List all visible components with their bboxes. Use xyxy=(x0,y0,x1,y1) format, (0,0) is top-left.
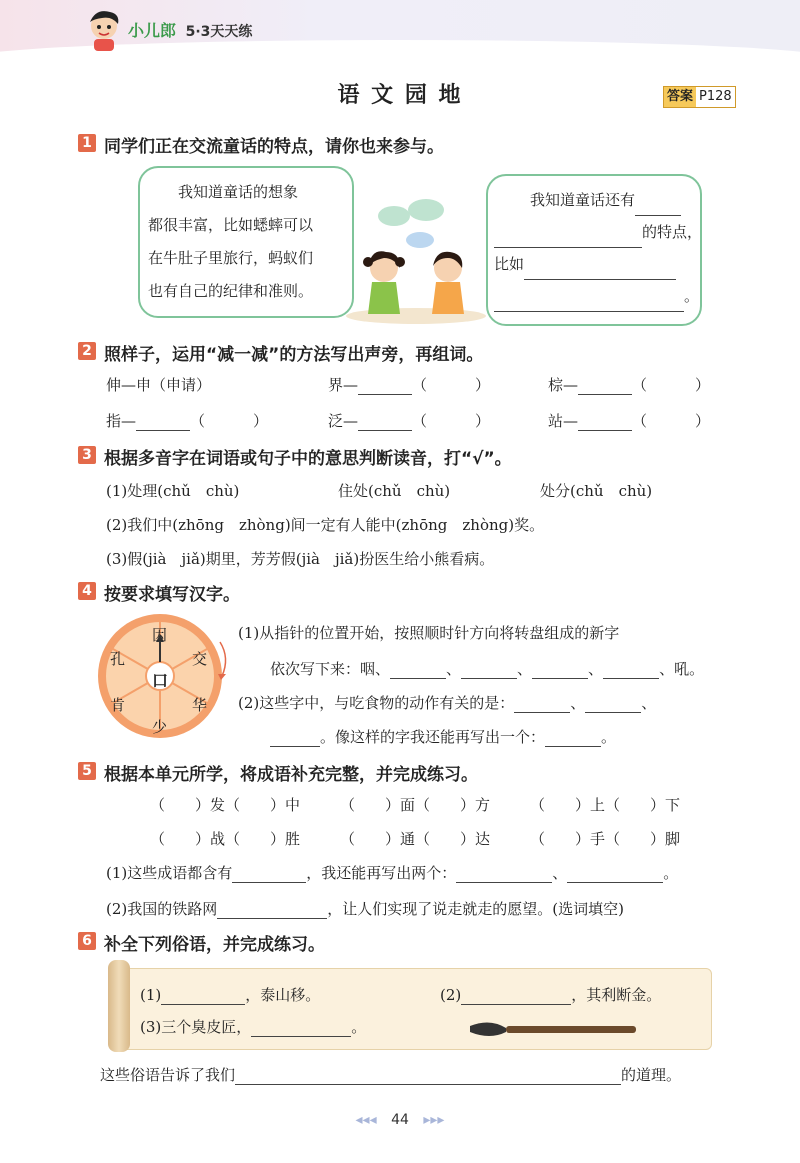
answer-tag xyxy=(663,86,736,108)
q2-item-3 xyxy=(548,374,710,395)
q5-sub2-suffix: ，让人们实现了说走就走的愿望。(选词填空) xyxy=(327,900,624,918)
idiom-char: 上 xyxy=(590,796,606,814)
q4-part2-line2 xyxy=(270,726,616,747)
answer-tag-label: 答案 xyxy=(667,89,694,104)
question-number-3: 3 xyxy=(78,446,96,464)
idiom-char: 胜 xyxy=(285,830,301,848)
q5-sub-2 xyxy=(106,898,624,919)
q4-part1-line1: (1)从指针的位置开始，按照顺时针方向将转盘组成的新字 xyxy=(238,624,620,642)
paren-close: ） xyxy=(475,412,491,430)
q3-line-1a: (1)处理(chǔ chù) xyxy=(106,482,240,500)
question-6-title: 补全下列俗语，并完成练习。 xyxy=(104,935,325,955)
idioms-row-1: （ ）发（ ）中 （ ）面（ ）方 （ ）上（ ）下 xyxy=(150,796,681,814)
q4-part1-suffix: 、吼。 xyxy=(659,660,705,678)
left-bubble-line-2: 都很丰富，比如蟋蟀可以 xyxy=(148,216,314,234)
q4-part1-prefix: 依次写下来：咽、 xyxy=(270,660,391,678)
q2-item-4 xyxy=(106,410,268,431)
q3-line-1b: 住处(chǔ chù) xyxy=(338,482,451,500)
blank-idiom-1[interactable] xyxy=(456,864,552,883)
answer-tag-page: P128 xyxy=(696,87,735,107)
question-3-title: 根据多音字在词语或句子中的意思判断读音，打“√”。 xyxy=(104,449,512,469)
idiom-char: 脚 xyxy=(665,830,681,848)
blank-idiom-2[interactable] xyxy=(567,864,663,883)
paren-close: ） xyxy=(695,412,711,430)
q3-line-1c: 处分(chǔ chù) xyxy=(540,482,653,500)
saying-1 xyxy=(140,984,320,1005)
q2-item-5 xyxy=(328,410,490,431)
q3-line-2: (2)我们中(zhōng zhòng)间一定有人能中(zhōng zhòng)奖。 xyxy=(106,516,545,534)
dash: — xyxy=(121,376,137,394)
q6-summary-prefix: 这些俗语告诉了我们 xyxy=(100,1066,236,1084)
wheel-char-5: 肯 xyxy=(110,696,126,714)
page-title: 语 文 园 地 xyxy=(337,83,463,108)
paren-open: （ xyxy=(190,412,206,430)
blank-eat-char-2[interactable] xyxy=(585,694,641,713)
q2-char-6: 站 xyxy=(548,412,564,430)
q4-part2-line1 xyxy=(238,692,656,713)
question-2-title: 照样子，运用“减一减”的方法写出声旁，再组词。 xyxy=(104,345,484,365)
blank-trait[interactable] xyxy=(635,197,681,216)
blank-new-char-2[interactable] xyxy=(461,660,517,679)
idiom-char: 下 xyxy=(665,796,681,814)
saying-1-end: ，泰山移。 xyxy=(245,986,321,1004)
sep: 、 xyxy=(517,660,533,678)
brand-logo xyxy=(128,18,252,41)
paren-open: （ xyxy=(412,412,428,430)
page-footer xyxy=(0,1112,800,1128)
dash: — xyxy=(121,412,137,430)
blank-trait-2[interactable] xyxy=(494,229,642,248)
scroll-roll-left xyxy=(108,960,130,1052)
wheel-char-3: 华 xyxy=(192,696,208,714)
blank-saying-2[interactable] xyxy=(461,986,571,1005)
idiom-char: 发 xyxy=(210,796,226,814)
blank-saying-3[interactable] xyxy=(251,1018,351,1037)
sep: 、 xyxy=(570,694,586,712)
clockwise-arrow-icon xyxy=(216,640,232,684)
q4-part1-line2 xyxy=(270,658,704,679)
blank-phonetic-6[interactable] xyxy=(578,412,632,431)
paren-close: ） xyxy=(695,376,711,394)
question-4-title: 按要求填写汉字。 xyxy=(104,585,240,605)
dash: — xyxy=(563,376,579,394)
q2-char-4: 指 xyxy=(106,412,122,430)
q4-part2-prefix: (2)这些字中，与吃食物的动作有关的是： xyxy=(238,694,515,712)
idiom-char: 通 xyxy=(400,830,416,848)
idiom-char: 手 xyxy=(590,830,606,848)
saying-1-label: (1) xyxy=(140,986,162,1004)
saying-3-end: 。 xyxy=(351,1018,367,1036)
right-bubble-text xyxy=(494,184,703,312)
question-number-2: 2 xyxy=(78,342,96,360)
right-bubble-line-1: 我知道童话还有 xyxy=(530,191,636,209)
children-illustration xyxy=(344,196,488,324)
page-number: 44 xyxy=(391,1112,409,1128)
saying-2-label: (2) xyxy=(440,986,462,1004)
q6-summary-suffix: 的道理。 xyxy=(621,1066,682,1084)
q6-summary xyxy=(100,1064,681,1085)
idiom-char: 中 xyxy=(285,796,301,814)
question-number-5: 5 xyxy=(78,762,96,780)
right-bubble-line-4: 。 xyxy=(684,287,700,305)
idiom-char: 战 xyxy=(210,830,226,848)
period: 。 xyxy=(663,864,679,882)
q5-sub2-prefix: (2)我国的铁路网 xyxy=(106,900,218,918)
q5-sub1-prefix: (1)这些成语都含有 xyxy=(106,864,233,882)
left-bubble-line-1: 我知道童话的想象 xyxy=(178,183,299,201)
blank-lesson[interactable] xyxy=(235,1066,621,1085)
wheel-char-2: 交 xyxy=(192,650,208,668)
q2-item-2 xyxy=(328,374,490,395)
question-number-1: 1 xyxy=(78,134,96,152)
sep: 、 xyxy=(446,660,462,678)
saying-2-end: ，其利断金。 xyxy=(571,986,662,1004)
paren-open: （ xyxy=(412,376,428,394)
wheel-char-1: 因 xyxy=(152,626,168,644)
paren-close: ） xyxy=(475,376,491,394)
q5-sub1-mid: ，我还能再写出两个： xyxy=(306,864,457,882)
blank-eat-char-3[interactable] xyxy=(270,728,320,747)
blank-more-char[interactable] xyxy=(545,728,601,747)
question-5-title: 根据本单元所学，将成语补充完整，并完成练习。 xyxy=(104,765,478,785)
q2-item-example xyxy=(106,374,211,395)
idiom-char: 面 xyxy=(400,796,416,814)
saying-3-label: (3)三个臭皮匠， xyxy=(140,1018,252,1036)
paren-open: （ xyxy=(632,412,648,430)
brand-name: 小儿郎 xyxy=(128,21,177,40)
period: 。 xyxy=(601,728,617,746)
question-number-6: 6 xyxy=(78,932,96,950)
q5-sub-1 xyxy=(106,862,678,883)
q4-part2-suffix: 。像这样的字我还能再写出一个： xyxy=(320,728,546,746)
sep: 、 xyxy=(588,660,604,678)
dash: — xyxy=(343,376,359,394)
question-number-4: 4 xyxy=(78,582,96,600)
series-name: 5·3天天练 xyxy=(185,24,253,40)
blank-phonetic-5[interactable] xyxy=(358,412,412,431)
blank-common-feature[interactable] xyxy=(232,864,306,883)
blank-phonetic-3[interactable] xyxy=(578,376,632,395)
blank-phonetic-2[interactable] xyxy=(358,376,412,395)
blank-new-char-4[interactable] xyxy=(603,660,659,679)
q2-char-5: 泛 xyxy=(328,412,344,430)
left-bubble-line-4: 也有自己的纪律和准则。 xyxy=(148,282,314,300)
saying-2 xyxy=(440,984,661,1005)
right-bubble-line-2: 的特点， xyxy=(642,223,703,241)
blank-new-char-3[interactable] xyxy=(532,660,588,679)
question-1-title: 同学们正在交流童话的特点，请你也来参与。 xyxy=(104,137,444,157)
blank-new-char-1[interactable] xyxy=(390,660,446,679)
dash: — xyxy=(563,412,579,430)
left-bubble-line-3: 在牛肚子里旅行，蚂蚁们 xyxy=(148,249,314,267)
left-bubble-text xyxy=(148,176,348,308)
blank-example-1[interactable] xyxy=(524,261,676,280)
idiom-char: 方 xyxy=(475,796,491,814)
brush-icon xyxy=(470,1014,640,1048)
paren-open: （ xyxy=(632,376,648,394)
wheel-center-char: 口 xyxy=(152,671,169,690)
blank-saying-1[interactable] xyxy=(161,986,245,1005)
q2-item-6 xyxy=(548,410,710,431)
blank-phonetic-4[interactable] xyxy=(136,412,190,431)
idioms-row-2: （ ）战（ ）胜 （ ）通（ ）达 （ ）手（ ）脚 xyxy=(150,830,681,848)
right-bubble-line-3: 比如 xyxy=(494,255,525,273)
q2-char-1: 伸 xyxy=(106,376,122,394)
wheel-char-4: 少 xyxy=(152,718,168,736)
q2-example-answer: 申（申请） xyxy=(136,376,212,394)
paren-close: ） xyxy=(253,412,269,430)
idiom-char: 达 xyxy=(475,830,491,848)
dash: — xyxy=(343,412,359,430)
blank-choose-idiom[interactable] xyxy=(217,900,327,919)
blank-eat-char-1[interactable] xyxy=(514,694,570,713)
saying-3 xyxy=(140,1016,366,1037)
q2-char-3: 棕 xyxy=(548,376,564,394)
blank-example-2[interactable] xyxy=(494,293,684,312)
mascot-avatar xyxy=(84,8,124,52)
sep: 、 xyxy=(641,694,657,712)
wheel-char-6: 孔 xyxy=(110,650,126,668)
right-arrows-icon: ▸▸▸ xyxy=(423,1112,445,1128)
q3-line-3: (3)假(jià jiǎ)期里，芳芳假(jià jiǎ)扮医生给小熊看病。 xyxy=(106,550,495,568)
sep: 、 xyxy=(552,864,568,882)
left-arrows-icon: ◂◂◂ xyxy=(355,1112,377,1128)
q2-char-2: 界 xyxy=(328,376,344,394)
